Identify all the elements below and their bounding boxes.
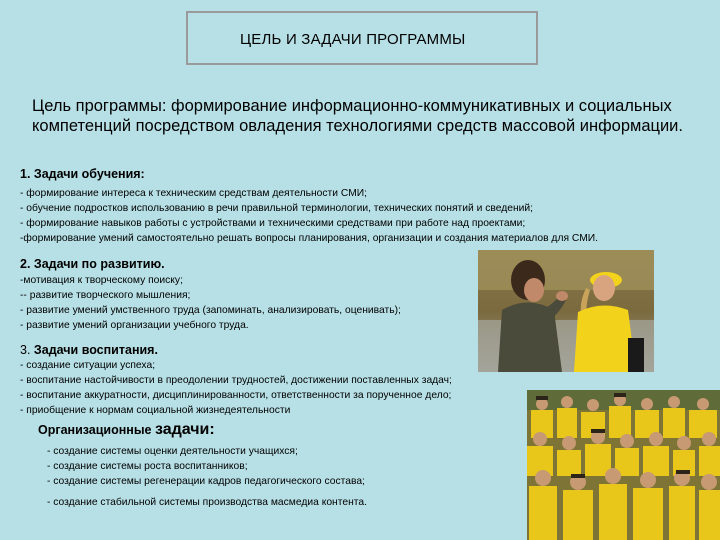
org-heading (38, 421, 215, 439)
list-item: - воспитание настойчивости в преодолении трудностей, достижении поставленных задач; (20, 375, 452, 386)
list-item: -формирование умений самостоятельно решать вопросы планирования, организации и создания материалов для СМИ. (20, 233, 599, 244)
section2-list (20, 273, 401, 333)
org-list (47, 444, 367, 510)
list-item: - развитие умений умственного труда (запоминать, анализировать, оценивать); (20, 305, 401, 316)
two-young-people-photo (478, 250, 654, 372)
list-item: - воспитание аккуратности, дисциплинированности, ответственности за порученное дело; (20, 390, 452, 401)
title-box (186, 11, 538, 65)
org-heading-big: задачи: (154, 421, 215, 438)
list-item: - создание стабильной системы производства масмедиа контента. (47, 497, 367, 508)
section3-title: Задачи воспитания. (33, 343, 158, 357)
list-item: - формирование интереса к техническим средствам деятельности СМИ; (20, 188, 368, 199)
list-item: - развитие умений организации учебного труда. (20, 320, 249, 331)
list-item: - создание системы роста воспитанников; (47, 461, 248, 472)
section2-heading: 2. Задачи по развитию. (20, 257, 165, 271)
list-item: - формирование навыков работы с устройствами и техническими средствами при работе над проектами; (20, 218, 526, 229)
list-item: - создание системы регенерации кадров педагогического состава; (47, 476, 365, 487)
section1-list (20, 186, 598, 246)
goal-paragraph (32, 96, 692, 136)
list-item: -мотивация к творческому поиску; (20, 275, 183, 286)
goal-label: Цель программы: (32, 97, 167, 115)
list-item: - обучение подростков использованию в речи правильной терминологии, технических понятий и сведений; (20, 203, 534, 214)
org-heading-small: Организационные (38, 423, 155, 437)
list-item: - создание ситуации успеха; (20, 360, 156, 371)
section3-number: 3. (20, 343, 31, 357)
section1-heading: 1. Задачи обучения: (20, 167, 145, 181)
list-item: - приобщение к нормам социальной жизнедеятельности (20, 405, 291, 416)
list-item: - создание системы оценки деятельности учащихся; (47, 446, 298, 457)
page-title: ЦЕЛЬ И ЗАДАЧИ ПРОГРАММЫ (240, 31, 466, 48)
list-item: -- развитие творческого мышления; (20, 290, 191, 301)
section3-heading (20, 343, 158, 357)
goal-text: формирование информационно-коммуникативных и социальных компетенций посредством овладения технологиями средств массовой информации. (32, 97, 683, 135)
section3-list (20, 358, 452, 418)
group-yellow-shirts-photo (527, 390, 720, 540)
